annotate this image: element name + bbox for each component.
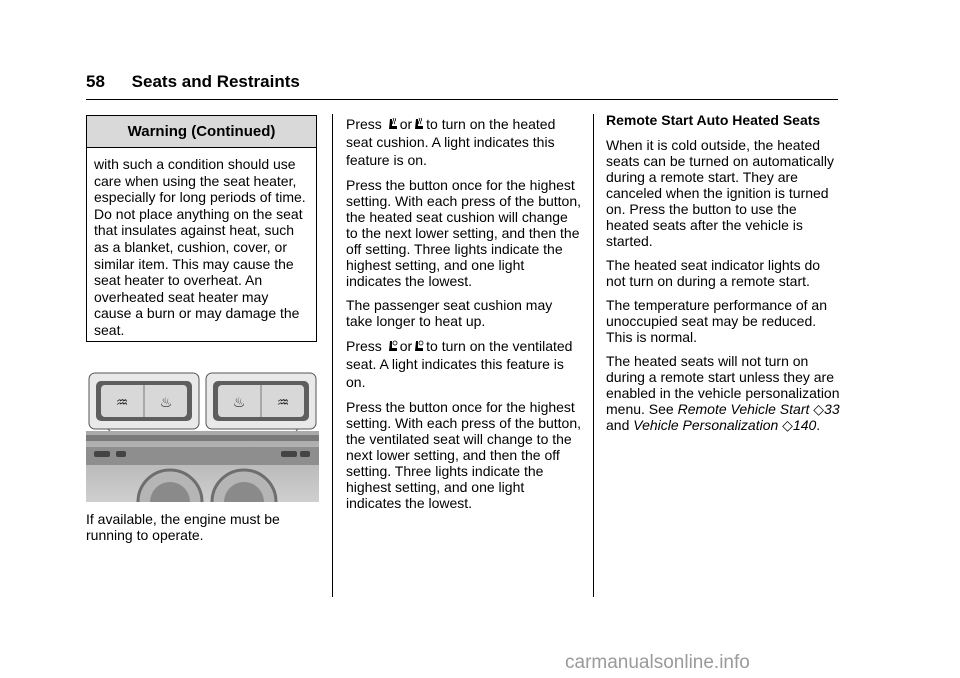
caption-paragraph: If available, the engine must be running to operate. [86, 511, 280, 543]
paragraph-performance: The temperature performance of an unoccupied seat may be reduced. This is normal. [606, 297, 828, 345]
paragraph-heated-levels: Press the button once for the highest setting. With each press of the button, the heated seat cushion will change to the next lower setting, and then the off setting. Three lights indicate the highest setting, and one light indicates the lowest. [346, 177, 582, 289]
watermark: carmanualsonline.info [565, 652, 750, 673]
text-run: or [399, 116, 413, 132]
page-ref-33[interactable]: 33 [824, 401, 840, 417]
paragraph-ventilated-levels: Press the button once for the highest setting. With each press of the button, the ventilated seat will change to the next lower setting, and then the off setting. Three lights indicate the highest setting, and one light indicates the lowest. [346, 399, 582, 511]
ventilated-seat-icon [413, 339, 425, 353]
page-reference-arrow-icon: ◇ [782, 417, 793, 433]
page-reference-arrow-icon: ◇ [813, 401, 825, 417]
page-ref-140[interactable]: 140 [792, 417, 817, 433]
text-run: The heated seats will not turn on during a remote start unless they are enabled in the vehicle personalization menu. See [606, 353, 840, 417]
vehicle-personalization-link[interactable]: Vehicle Personalization [633, 417, 779, 433]
text-run: and [606, 417, 630, 433]
text-run: or [399, 338, 413, 354]
column-2-text [346, 115, 582, 519]
text-run: to turn on the ventilated seat. A light indicates this feature is on. [346, 338, 573, 390]
ventilated-seat-icon [387, 339, 399, 353]
warning-body: with such a condition should use care when using the seat heater, especially for long periods of time. Do not place anything on the seat that insulates against heat, such as a blanket, cushion, cover, or similar item. This may cause the seat heater to overheat. An overheated seat heater may cause a burn or may damage the seat. [94, 156, 306, 338]
svg-text:♒: ♒ [115, 395, 129, 411]
section-title: Seats and Restraints [131, 72, 300, 91]
section-subheading: Remote Start Auto Heated Seats [606, 112, 821, 128]
remote-vehicle-start-link[interactable]: Remote Vehicle Start [677, 401, 810, 417]
paragraph-heated-press [346, 115, 582, 169]
warning-title: Warning (Continued) [87, 116, 316, 148]
text-run: Press [346, 338, 382, 354]
warning-box [86, 115, 317, 342]
seat-controls-illustration [86, 371, 319, 502]
paragraph-passenger: The passenger seat cushion may take longer to heat up. [346, 297, 553, 329]
svg-text:♨: ♨ [159, 395, 173, 411]
column-divider-2 [593, 114, 594, 597]
paragraph-remote-start: When it is cold outside, the heated seats can be turned on automatically during a remote start. They are canceled when the ignition is turned on. Press the button to use the heated seats after the vehicle is started. [606, 137, 835, 249]
column-1-text [86, 511, 321, 551]
text-run: to turn on the heated seat cushion. A light indicates this feature is on. [346, 116, 556, 168]
page-number: 58 [86, 72, 105, 91]
text-run: Press [346, 116, 382, 132]
svg-text:♒: ♒ [276, 395, 290, 411]
heated-seat-icon [387, 117, 399, 131]
paragraph-ventilated-press [346, 337, 582, 391]
header-rule [86, 99, 838, 100]
paragraph-indicator: The heated seat indicator lights do not turn on during a remote start. [606, 257, 821, 289]
paragraph-personalization [606, 353, 841, 433]
page-header [86, 72, 300, 92]
column-divider-1 [332, 114, 333, 597]
heated-seat-icon [413, 117, 425, 131]
text-run: . [816, 417, 821, 433]
column-3-text [606, 112, 841, 441]
svg-text:♨: ♨ [232, 395, 246, 411]
